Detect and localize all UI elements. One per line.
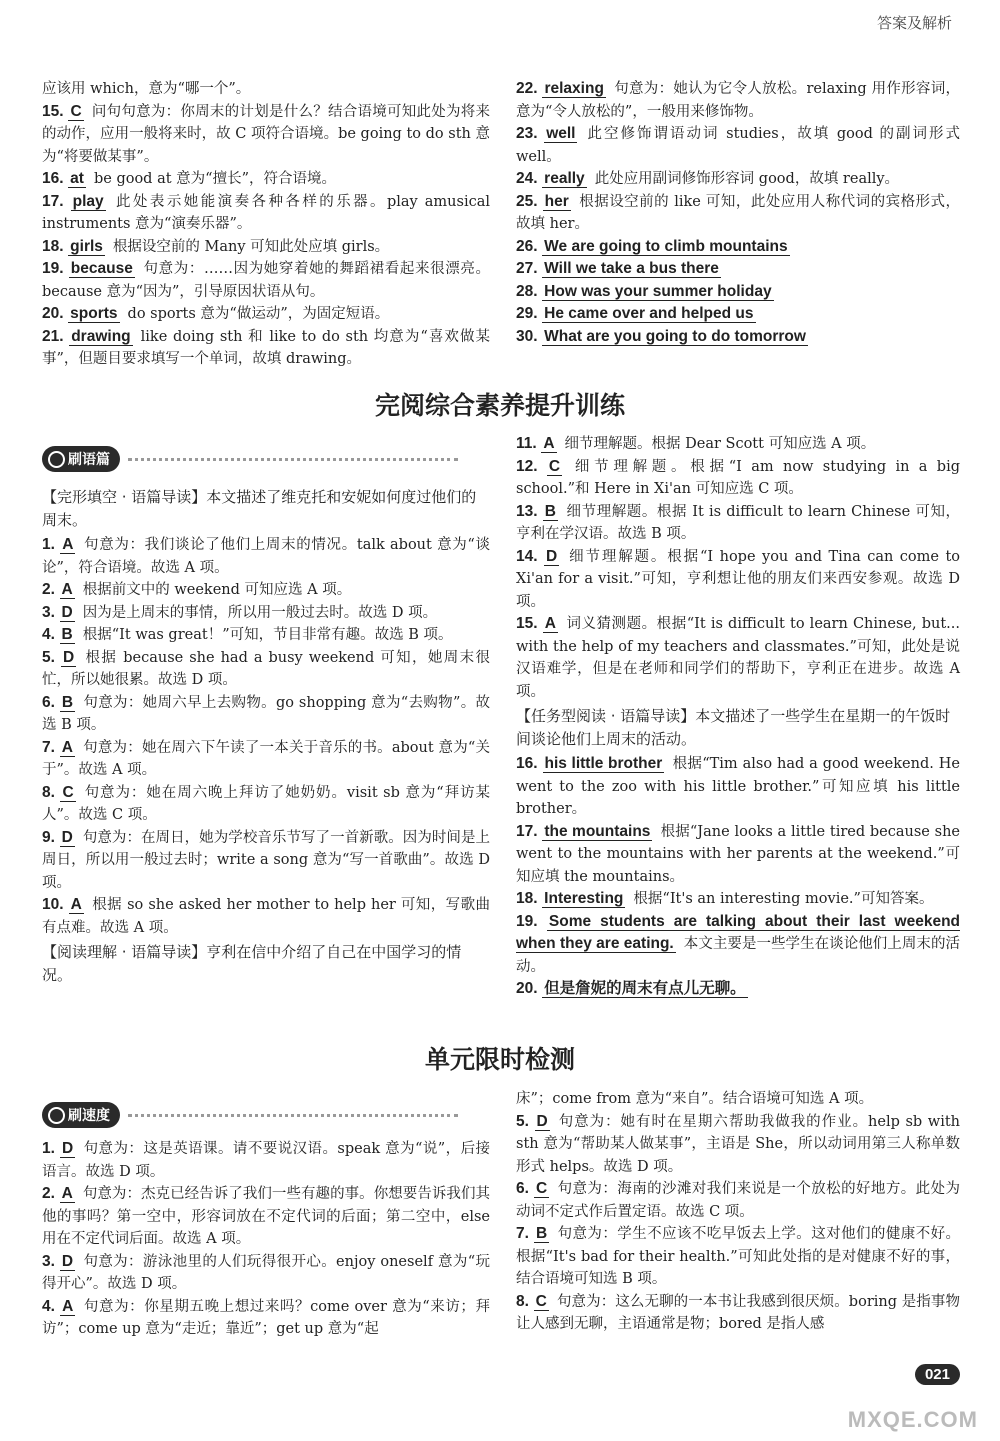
answer-item	[516, 613, 960, 703]
question-number: 6.	[42, 693, 55, 711]
explanation-text: 因为是上周末的事情，所以用一般过去时。故选 D 项。	[82, 604, 438, 621]
question-number: 22.	[516, 80, 538, 97]
question-number: 12.	[516, 457, 538, 475]
badge-speed	[42, 1102, 458, 1128]
answer-item	[516, 433, 960, 456]
question-number: 7.	[516, 1225, 529, 1242]
explanation-text: 句意为：学生不应该不吃早饭去上学。这对他们的健康不好。根据“It's bad for their health.”可知此处指的是对健康不好的事，结合语境可知选 B 项。	[516, 1226, 960, 1287]
answer-item	[42, 692, 490, 737]
intro-reading: 【阅读理解 · 语篇导读】亨利在信中介绍了自己在中国学习的情况。	[42, 943, 462, 984]
answer-key: B	[544, 502, 556, 520]
answer-key: A	[61, 581, 73, 598]
reading-answers	[516, 433, 960, 703]
explanation-text: 根据设空前的 Many 可知此处应填 girls。	[112, 238, 390, 255]
question-number: 4.	[42, 626, 55, 643]
intro-task-reading: 【任务型阅读 · 语篇导读】本文描述了一些学生在星期一的午饭时间谈论他们上周末的活动。	[516, 707, 951, 748]
answer-key: well	[546, 125, 576, 142]
question-number: 21.	[42, 327, 64, 345]
section-title-reading: 完阅综合素养提升训练	[374, 391, 625, 420]
answer-item	[42, 168, 490, 191]
answer-key: What are you going to do tomorrow	[544, 327, 806, 345]
explanation-text: 床”；come from 意为“来自”。结合语境可知选 A 项。	[516, 1091, 874, 1107]
answer-item	[516, 753, 960, 821]
explanation-text: 句意为：海南的沙滩对我们来说是一个放松的好地方。此处为动词不定式作后置定语。故选 C 项。	[516, 1181, 960, 1220]
answer-item	[516, 456, 960, 501]
question-number: 17.	[516, 822, 538, 840]
answer-key: D	[61, 603, 73, 621]
answer-item	[42, 1296, 490, 1341]
question-number: 15.	[516, 615, 538, 632]
question-number: 5.	[516, 1112, 529, 1130]
question-number: 28.	[516, 282, 538, 300]
question-number: 20.	[42, 305, 64, 322]
bottom-right-column	[516, 1088, 960, 1336]
question-number: 15.	[42, 102, 64, 120]
badge-reading	[42, 446, 458, 472]
answer-item	[516, 911, 960, 979]
answer-item	[42, 737, 490, 782]
question-number: 7.	[42, 738, 55, 756]
question-number: 26.	[516, 237, 538, 255]
question-number: 2.	[42, 1185, 55, 1202]
explanation-text: 句意为：你星期五晚上想过来吗？come over 意为“来访；拜访”；come up 意为“走近；靠近”；get up 意为“起	[42, 1298, 491, 1337]
question-number: 5.	[42, 648, 55, 666]
question-number: 13.	[516, 502, 538, 520]
explanation-text: 此处表示她能演奏各种各样的乐器。play amusical instruments 意为“演奏乐器”。	[42, 193, 491, 232]
answer-item	[42, 579, 490, 602]
explanation-text: 句意为：她在周六晚上拜访了她奶奶。visit sb 意为“拜访某人”。故选 C 项。	[42, 784, 491, 823]
question-number: 25.	[516, 192, 538, 210]
question-number: 30.	[516, 327, 538, 345]
question-number: 16.	[516, 755, 538, 772]
answer-key: B	[61, 626, 73, 643]
question-number: 10.	[42, 896, 64, 913]
badge-label: 刷速度	[42, 1102, 120, 1128]
explanation-text: 根据“It's an interesting movie.”可知答案。	[633, 891, 934, 907]
explanation-text: 此空修饰谓语动词 studies，故填 good 的副词形式 well。	[516, 126, 961, 165]
section-title-test: 单元限时检测	[424, 1045, 575, 1074]
answer-key: Interesting	[544, 890, 624, 907]
answer-key: A	[544, 615, 556, 632]
question-number: 6.	[516, 1180, 529, 1197]
badge-label: 刷语篇	[42, 446, 120, 472]
question-number: 1.	[42, 536, 55, 553]
question-number: 17.	[42, 192, 64, 210]
answer-key: A	[70, 896, 82, 913]
answer-item	[516, 821, 960, 889]
answer-key: because	[70, 260, 133, 277]
answer-item	[516, 191, 960, 236]
answer-key: D	[536, 1112, 548, 1130]
explanation-text: 此处应用副词修饰形容词 good，故填 really。	[594, 171, 900, 187]
explanation-text: 句意为：这么无聊的一本书让我感到很厌烦。boring 是指事物让人感到无聊，主语通常是物；bored 是指人感	[516, 1293, 960, 1332]
explanation-text: 根据前文中的 weekend 可知应选 A 项。	[82, 582, 352, 598]
question-number: 19.	[42, 260, 64, 277]
answer-key: play	[72, 192, 104, 210]
explanation-text: 句意为：她在周六下午读了一本关于音乐的书。about 意为“关于”。故选 A 项。	[42, 739, 491, 778]
question-number: 11.	[516, 435, 537, 452]
answer-item	[516, 281, 960, 304]
answer-key: D	[61, 828, 73, 846]
answer-key: He came over and helped us	[544, 305, 754, 322]
answer-item	[42, 782, 490, 827]
answer-item	[516, 978, 960, 1001]
answer-key: A	[61, 738, 73, 756]
answer-key: Will we take a bus there	[544, 260, 719, 277]
page-number: 021	[915, 1364, 960, 1385]
answer-item	[42, 602, 490, 625]
question-number: 2.	[42, 581, 55, 598]
answer-item	[516, 1178, 960, 1223]
question-number: 16.	[42, 170, 64, 187]
answer-item	[42, 827, 490, 895]
answer-key: A	[543, 435, 555, 452]
answer-item	[516, 123, 960, 168]
answer-key: really	[544, 170, 585, 187]
answer-item	[42, 101, 490, 169]
answer-key: C	[548, 457, 561, 475]
answer-item	[516, 888, 960, 911]
answer-item	[516, 1088, 960, 1111]
bottom-left-column	[42, 1138, 490, 1341]
answer-item	[42, 326, 490, 371]
answer-key: C	[535, 1292, 547, 1310]
question-number: 14.	[516, 547, 538, 565]
explanation-text: 应该用 which，意为“哪一个”。	[42, 81, 251, 97]
answer-item	[516, 1291, 960, 1336]
answer-key: How was your summer holiday	[544, 282, 772, 300]
answer-key: A	[62, 536, 74, 553]
question-number: 20.	[516, 980, 538, 997]
explanation-text: 句意为：杰克已经告诉了我们一些有趣的事。你想要告诉我们其他的事吗？第一空中，形容词放在不定代词的后面；第二空中，else 用在不定代词后面。故选 A 项。	[42, 1186, 491, 1247]
task-answers	[516, 753, 960, 1001]
answer-item	[516, 1223, 960, 1291]
question-number: 27.	[516, 260, 538, 277]
explanation-text: 根据 because she had a busy weekend 可知，她周末很忙，所以她很累。故选 D 项。	[42, 649, 491, 688]
explanation-text: 句意为：游泳池里的人们玩得很开心。enjoy oneself 意为“玩得开心”。故选 D 项。	[42, 1253, 490, 1292]
explanation-text: 句意为：她周六早上去购物。go shopping 意为“去购物”。故选 B 项。	[42, 694, 491, 733]
explanation-text: 细节理解题。根据 Dear Scott 可知应选 A 项。	[564, 436, 876, 452]
explanation-text: 细节理解题。根据“I am now studying in a big school.”和 Here in Xi'an 可知应选 C 项。	[516, 458, 960, 497]
question-number: 18.	[42, 237, 64, 255]
answer-key: his little brother	[544, 755, 663, 772]
answer-key: D	[546, 547, 558, 565]
answer-item	[42, 1183, 490, 1251]
answer-item	[42, 78, 490, 101]
explanation-text: 细节理解题。根据“I hope you and Tina can come to Xi'an for a visit.”可知，亨利想让他的朋友们来西安参观。故选 D 项。	[516, 548, 961, 610]
answer-item	[42, 303, 490, 326]
intro-cloze: 【完形填空 · 语篇导读】本文描述了维克托和安妮如何度过他们的周末。	[42, 488, 477, 529]
answer-key: 但是詹妮的周末有点儿无聊。	[544, 980, 746, 997]
answer-key: D	[61, 1140, 74, 1157]
explanation-text: 根据“Jane looks a little tired because she went to the mountains with her parents at the weekend.”可知应填 the mountains。	[516, 823, 961, 885]
answer-key: A	[61, 1185, 73, 1202]
answer-key: B	[535, 1225, 548, 1242]
watermark: MXQE.COM	[847, 1407, 978, 1432]
answer-key: at	[70, 170, 84, 187]
question-number: 3.	[42, 1252, 55, 1270]
answer-key: D	[61, 1252, 74, 1270]
question-number: 3.	[42, 603, 55, 621]
answer-item	[42, 894, 490, 939]
explanation-text: 句意为：在周日，她为学校音乐节写了一首新歌。因为时间是上周日，所以用一般过去时；write a song 意为“写一首歌曲”。故选 D 项。	[42, 829, 491, 891]
header-label: 答案及解析	[876, 14, 952, 32]
explanation-text: 句意为：我们谈论了他们上周末的情况。talk about 意为“谈论”，符合语境。故选 A 项。	[42, 537, 490, 576]
explanation-text: 本文主要是一些学生在谈论他们上周末的活动。	[516, 936, 960, 975]
answer-item	[42, 1251, 490, 1296]
answer-item	[516, 501, 960, 546]
answer-item	[516, 236, 960, 259]
answer-item	[516, 168, 960, 191]
explanation-text: 细节理解题。根据 It is difficult to learn Chinese 可知，亨利在学汉语。故选 B 项。	[516, 503, 961, 542]
explanation-text: 根据设空前的 like 可知，此处应用人称代词的宾格形式，故填 her。	[516, 193, 961, 232]
answer-key: relaxing	[544, 80, 604, 97]
question-number: 19.	[516, 912, 538, 930]
explanation-text: 句意为：她认为它令人放松。relaxing 用作形容词，意为“令人放松的”，一般用来修饰物。	[516, 81, 961, 120]
explanation-text: 词义猜测题。根据“It is difficult to learn Chinese, but... with the help of my teachers and classmates.”可知，此处是说汉语难学，但是在老师和同学们的帮助下，亨利正在进步。故选 A 项。	[516, 616, 961, 700]
top-left-column	[42, 78, 490, 371]
explanation-text: 句意为：她有时在星期六帮助我做我的作业。help sb with sth 意为“帮助某人做某事”，主语是 She，所以动词用第三人称单数形式 helps。故选 D 项。	[516, 1113, 960, 1175]
explanation-text: be good at 意为“擅长”，符合语境。	[93, 171, 336, 187]
question-number: 23.	[516, 125, 538, 142]
question-number: 4.	[42, 1297, 55, 1315]
answer-item	[42, 236, 490, 259]
cloze-answers	[42, 534, 490, 939]
dotted-divider	[128, 458, 458, 461]
explanation-text: 根据“Tim also had a good weekend. He went to the zoo with his little brother.”可知应填 his little brother。	[516, 756, 961, 817]
question-number: 24.	[516, 170, 538, 187]
answer-key: C	[62, 783, 74, 801]
answer-key: A	[62, 1297, 74, 1315]
explanation-text: 根据“It was great！”可知，节目非常有趣。故选 B 项。	[82, 627, 453, 643]
answer-item	[42, 258, 490, 303]
answer-key: C	[535, 1180, 548, 1197]
explanation-text: 句意为：……因为她穿着她的舞蹈裙看起来很漂亮。because 意为“因为”，引导原因状语从句。	[42, 261, 491, 300]
answer-item	[516, 303, 960, 326]
answer-key: C	[70, 102, 82, 120]
answer-item	[42, 191, 490, 236]
answer-key: sports	[70, 305, 118, 322]
answer-item	[42, 534, 490, 579]
answer-item	[516, 546, 960, 614]
answer-key: girls	[70, 237, 103, 255]
mid-right-column	[516, 433, 960, 1001]
answer-item	[516, 258, 960, 281]
answer-item	[42, 1138, 490, 1183]
answer-key: drawing	[71, 327, 131, 345]
dotted-divider	[128, 1114, 458, 1117]
answer-key: Some students are talking about their last weekend when they are eating.	[516, 912, 961, 952]
answer-key: the mountains	[544, 822, 651, 840]
answer-key: her	[544, 192, 569, 210]
answer-item	[516, 326, 960, 349]
question-number: 1.	[42, 1140, 55, 1157]
answer-key: We are going to climb mountains	[544, 237, 788, 255]
question-number: 29.	[516, 305, 538, 322]
answer-item	[516, 1111, 960, 1179]
mid-left-column	[42, 484, 490, 989]
explanation-text: do sports 意为“做运动”，为固定短语。	[127, 306, 390, 322]
top-right-column	[516, 78, 960, 348]
question-number: 8.	[516, 1292, 529, 1310]
question-number: 8.	[42, 783, 55, 801]
answer-item	[42, 647, 490, 692]
explanation-text: like doing sth 和 like to do sth 均意为“喜欢做某事”，但题目要求填写一个单词，故填 drawing。	[42, 328, 490, 367]
answer-key: B	[61, 693, 74, 711]
question-number: 9.	[42, 828, 55, 846]
explanation-text: 根据 so she asked her mother to help her 可知，写歌曲有点难。故选 A 项。	[42, 897, 491, 936]
explanation-text: 句意为：这是英语课。请不要说汉语。speak 意为“说”，后接语言。故选 D 项。	[42, 1141, 491, 1180]
answer-key: D	[62, 648, 75, 666]
answer-item	[42, 624, 490, 647]
answer-item	[516, 78, 960, 123]
explanation-text: 问句句意为：你周末的计划是什么？结合语境可知此处为将来的动作，应用一般将来时，故 C 项符合语境。be going to do sth 意为“将要做某事”。	[42, 103, 491, 165]
question-number: 18.	[516, 890, 538, 907]
